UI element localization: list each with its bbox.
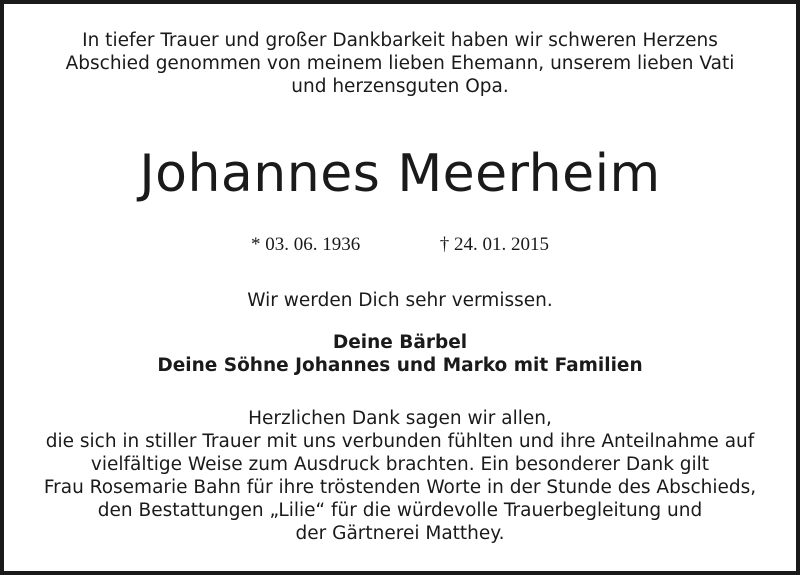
thanks-line-6: der Gärtnerei Matthey.	[295, 523, 505, 544]
intro-line-2: Abschied genommen von meinem lieben Ehemann, unserem lieben Vati	[65, 53, 735, 74]
signature-line-1: Deine Bärbel	[332, 332, 468, 353]
thanks-line-5: den Bestattungen „Lilie“ für die würdevolle Trauerbegleitung und	[97, 500, 703, 521]
thanks-line-2: die sich in stiller Trauer mit uns verbunden fühlten und ihre Anteilnahme auf	[45, 431, 755, 452]
death-date: † 24. 01. 2015	[439, 234, 549, 255]
farewell-line: Wir werden Dich sehr vermissen.	[247, 290, 553, 311]
thanks-line-1: Herzlichen Dank sagen wir allen,	[248, 408, 552, 429]
intro-line-3: und herzensguten Opa.	[291, 76, 509, 97]
deceased-name: Johannes Meerheim	[139, 144, 661, 204]
thanks-line-4: Frau Rosemarie Bahn für ihre tröstenden Worte in der Stunde des Abschieds,	[43, 477, 757, 498]
thanks-line-3: vielfältige Weise zum Ausdruck brachten. Ein besonderer Dank gilt	[90, 454, 710, 475]
intro-line-1: In tiefer Trauer und großer Dankbarkeit haben wir schweren Herzens	[82, 30, 718, 51]
signature-line-2: Deine Söhne Johannes und Marko mit Familien	[157, 355, 643, 376]
birth-date: * 03. 06. 1936	[251, 234, 361, 255]
life-dates	[4, 234, 796, 256]
